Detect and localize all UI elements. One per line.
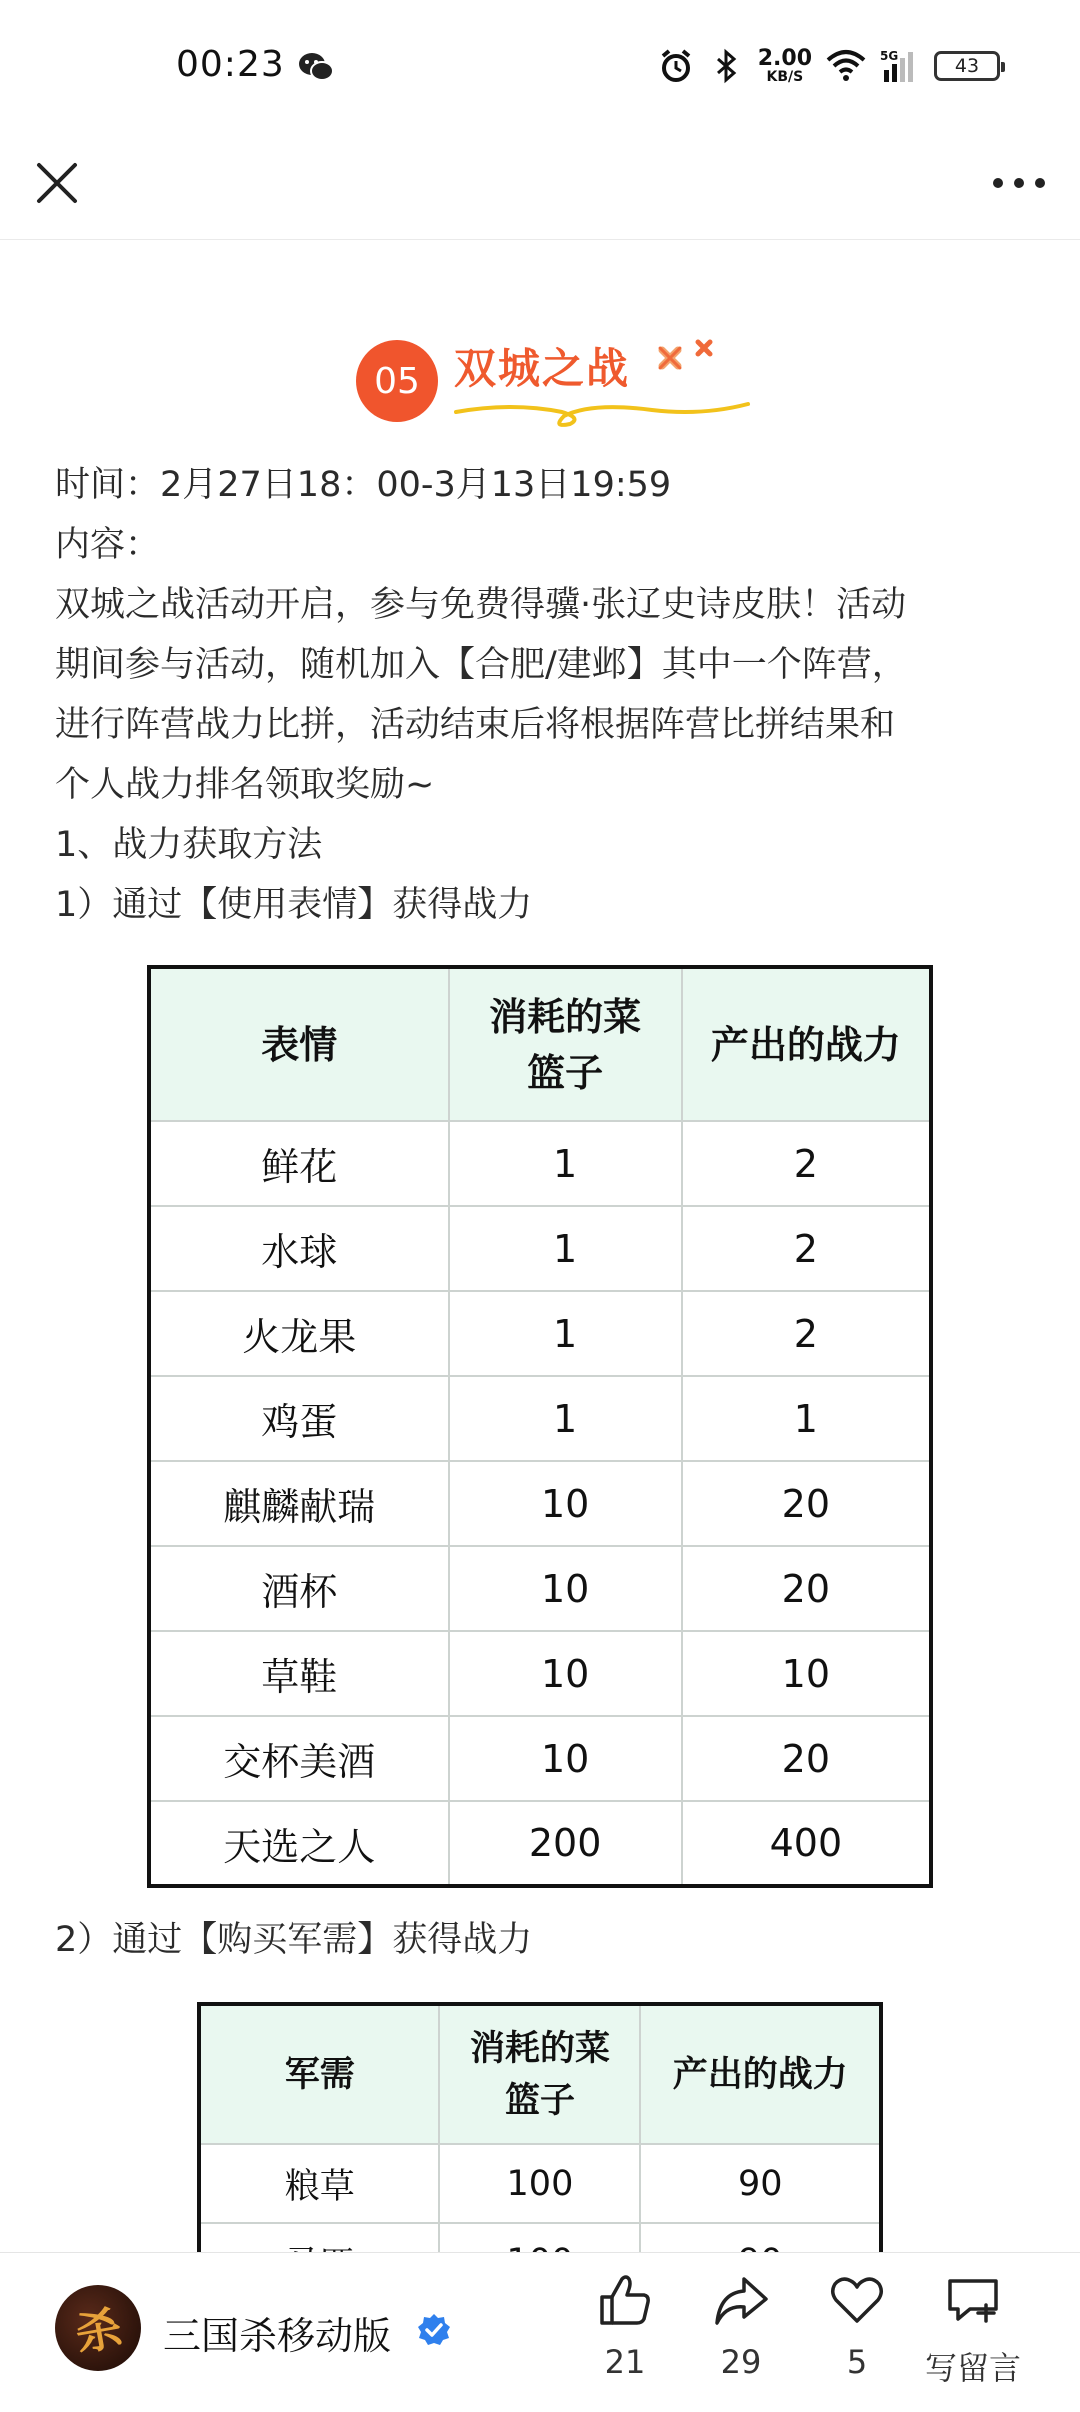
verified-badge-icon	[417, 2313, 451, 2347]
bluetooth-icon	[708, 48, 744, 84]
close-button[interactable]	[26, 152, 88, 214]
more-button[interactable]	[984, 152, 1054, 214]
battery-icon	[934, 51, 1000, 81]
status-bar	[0, 0, 1080, 130]
table-cell: 1	[682, 1376, 931, 1461]
section-title: 双城之战	[454, 344, 631, 393]
point-1-heading: 1、战力获取方法	[55, 825, 323, 865]
table-header-row	[199, 2004, 881, 2144]
table-cell: 10	[682, 1631, 931, 1716]
alarm-icon	[658, 48, 694, 84]
table-cell: 草鞋	[149, 1631, 449, 1716]
table-cell: 麒麟献瑞	[149, 1461, 449, 1546]
table-row	[149, 1206, 931, 1291]
author-avatar[interactable]	[55, 2285, 141, 2371]
table-cell: 鸡蛋	[149, 1376, 449, 1461]
table-row	[199, 2144, 881, 2223]
wechat-icon	[298, 52, 334, 82]
table-header-cell: 产出的战力	[640, 2004, 881, 2144]
event-description	[55, 575, 1030, 815]
table-cell: 400	[682, 1801, 931, 1886]
table-row	[149, 1291, 931, 1376]
table-cell: 20	[682, 1546, 931, 1631]
table-row	[149, 1631, 931, 1716]
table-row	[149, 1546, 931, 1631]
more-icon	[991, 176, 1047, 190]
section-heading	[356, 330, 736, 440]
description-line: 个人战力排名领取奖励~	[55, 765, 435, 805]
table-row	[149, 1461, 931, 1546]
table-cell: 10	[449, 1461, 682, 1546]
emote-power-table	[147, 965, 933, 1888]
status-icons	[658, 44, 1000, 88]
section-number-badge: 05	[356, 340, 438, 422]
description-line: 进行阵营战力比拼，活动结束后将根据阵营比拼结果和	[55, 705, 896, 745]
sparkle-icon	[648, 336, 738, 386]
table-cell: 火龙果	[149, 1291, 449, 1376]
content-label: 内容：	[55, 525, 161, 565]
battery-level: 43	[954, 55, 980, 77]
bottom-action-bar	[0, 2252, 1080, 2412]
close-icon	[35, 161, 79, 205]
table-header-cell: 产出的战力	[682, 967, 931, 1121]
table-cell: 100	[439, 2144, 640, 2223]
table-cell: 交杯美酒	[149, 1716, 449, 1801]
like-button[interactable]	[570, 2271, 680, 2381]
write-comment-button[interactable]	[918, 2271, 1028, 2389]
table-cell: 10	[449, 1631, 682, 1716]
wifi-icon	[826, 48, 866, 84]
comment-add-icon	[944, 2271, 1002, 2329]
share-icon	[712, 2271, 770, 2329]
network-speed: 2.00 KB/S	[757, 46, 812, 85]
table-cell: 粮草	[199, 2144, 439, 2223]
table-cell: 2	[682, 1206, 931, 1291]
write-comment-label: 写留言	[924, 2349, 1021, 2387]
table-cell: 鲜花	[149, 1121, 449, 1206]
table-cell: 20	[682, 1461, 931, 1546]
favorite-button[interactable]	[802, 2271, 912, 2381]
table-cell: 200	[449, 1801, 682, 1886]
table-header-cell: 表情	[149, 967, 449, 1121]
share-button[interactable]	[686, 2271, 796, 2381]
table-header-cell: 消耗的菜 篮子	[439, 2004, 640, 2144]
top-bar	[0, 130, 1080, 240]
table-row	[149, 1121, 931, 1206]
heart-icon	[828, 2271, 886, 2329]
table-cell: 水球	[149, 1206, 449, 1291]
description-line: 双城之战活动开启，参与免费得骥·张辽史诗皮肤！活动	[55, 585, 907, 625]
table-header-cell: 军需	[199, 2004, 439, 2144]
wavy-underline-decoration	[452, 394, 752, 434]
table-cell: 2	[682, 1291, 931, 1376]
author-name[interactable]: 三国杀移动版	[163, 2314, 392, 2358]
signal-5g-icon	[880, 48, 920, 84]
table-cell: 天选之人	[149, 1801, 449, 1886]
table-row	[149, 1716, 931, 1801]
table-cell: 1	[449, 1121, 682, 1206]
table-row	[149, 1801, 931, 1886]
share-count: 29	[720, 2343, 762, 2381]
table-cell: 2	[682, 1121, 931, 1206]
avatar-logo-glyph: 杀	[71, 2300, 126, 2362]
table-header-cell: 消耗的菜 篮子	[449, 967, 682, 1121]
table-cell: 1	[449, 1376, 682, 1461]
table-cell: 1	[449, 1206, 682, 1291]
favorite-count: 5	[846, 2343, 868, 2381]
table-cell: 酒杯	[149, 1546, 449, 1631]
table-cell: 10	[449, 1546, 682, 1631]
table-cell: 1	[449, 1291, 682, 1376]
table-header-row	[149, 967, 931, 1121]
table-row	[149, 1376, 931, 1461]
point-1-1-heading: 1）通过【使用表情】获得战力	[55, 885, 533, 925]
table-cell: 20	[682, 1716, 931, 1801]
table-cell: 90	[640, 2144, 881, 2223]
table-cell: 10	[449, 1716, 682, 1801]
description-line: 期间参与活动，随机加入【合肥/建邺】其中一个阵营，	[55, 645, 907, 685]
like-count: 21	[604, 2343, 646, 2381]
status-time: 00:23	[176, 44, 285, 85]
point-1-2-heading: 2）通过【购买军需】获得战力	[55, 1920, 533, 1960]
svg-text:5G: 5G	[880, 49, 899, 63]
thumbs-up-icon	[596, 2271, 654, 2329]
event-time: 时间：2月27日18：00-3月13日19:59	[55, 465, 672, 505]
